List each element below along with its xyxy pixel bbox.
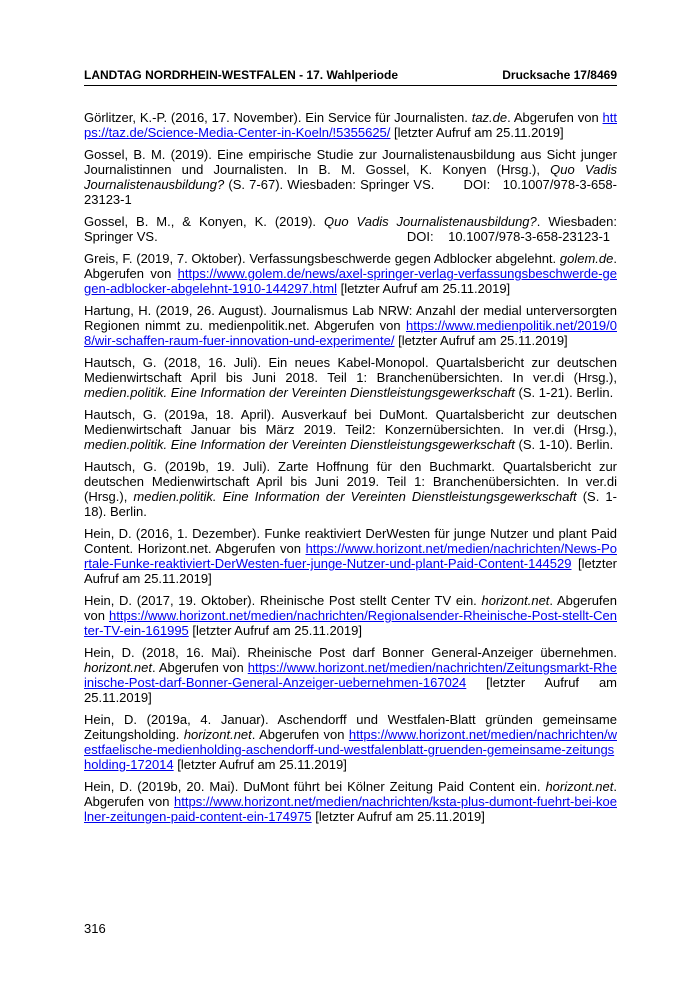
- ref-text: (S. 1-10). Berlin.: [514, 437, 614, 452]
- ref-text: (S. 7-67). Wiesbaden: Springer VS. DOI: 10.1007/978-3-658-23123-1: [84, 177, 617, 207]
- reference-entry: [84, 459, 617, 519]
- ref-access-date: [letzter Aufruf am 25.11.2019]: [84, 556, 617, 586]
- ref-text: . Abgerufen von: [151, 660, 248, 675]
- ref-text: . Abgerufen von: [84, 593, 617, 623]
- ref-access-date: [letzter Aufruf am 25.11.2019]: [394, 333, 568, 348]
- ref-link[interactable]: https://www.horizont.net/medien/nachrichten/ksta-plus-dumont-fuehrt-bei-koelner-zeitungen-paid-content-ein-174975: [84, 794, 617, 824]
- reference-entry: [84, 593, 617, 638]
- ref-link[interactable]: https://www.horizont.net/medien/nachrichten/westfaelische-medienholding-aschendorff-und-westfalenblatt-gruenden-gemeinsame-zeitungsholding-172014: [84, 727, 617, 772]
- ref-source: Quo Vadis Journalistenausbildung?: [84, 162, 617, 192]
- ref-text: . Abgerufen von: [84, 251, 617, 281]
- ref-link[interactable]: https://www.medienpolitik.net/2019/08/wir-schaffen-raum-fuer-innovation-und-experimente/: [84, 318, 617, 348]
- ref-text: Gossel, B. M. (2019). Eine empirische Studie zur Journalistenausbildung aus Sicht junger Journalistinnen und Journalisten. In B. M. Gossel, K. Konyen (Hrsg.),: [84, 147, 617, 177]
- ref-source: medien.politik. Eine Information der Vereinten Dienstleistungsgewerkschaft: [133, 489, 577, 504]
- ref-source: Quo Vadis Journalistenausbildung?: [324, 214, 537, 229]
- ref-text: . Abgerufen von: [507, 110, 603, 125]
- ref-text: Hein, D. (2017, 19. Oktober). Rheinische Post stellt Center TV ein.: [84, 593, 482, 608]
- ref-link[interactable]: https://www.horizont.net/medien/nachrichten/Zeitungsmarkt-Rheinische-Post-darf-Bonner-General-Anzeiger-uebernehmen-167024: [84, 660, 617, 690]
- ref-text: Hautsch, G. (2019a, 18. April). Ausverkauf bei DuMont. Quartalsbericht zur deutschen Medienwirtschaft Januar bis März 2019. Teil2: Konzernübersichten. In ver.di (Hrsg.),: [84, 407, 617, 437]
- ref-text: . Wiesbaden: Springer VS. DOI: 10.1007/978-3-658-23123-1: [84, 214, 621, 244]
- ref-link[interactable]: https://taz.de/Science-Media-Center-in-Koeln/!5355625/: [84, 110, 617, 140]
- ref-text: Görlitzer, K.-P. (2016, 17. November). Ein Service für Journalisten.: [84, 110, 472, 125]
- ref-source: horizont.net: [183, 727, 252, 742]
- reference-entry: [84, 779, 617, 824]
- reference-entry: [84, 214, 621, 244]
- ref-source: taz.de: [471, 110, 508, 125]
- ref-access-date: [letzter Aufruf am 25.11.2019]: [84, 675, 617, 705]
- reference-entry: [84, 526, 617, 586]
- ref-text: Gossel, B. M., & Konyen, K. (2019).: [84, 214, 325, 229]
- ref-text: (S. 1-21). Berlin.: [514, 385, 614, 400]
- ref-text: Hautsch, G. (2018, 16. Juli). Ein neues Kabel-Monopol. Quartalsbericht zur deutschen Medienwirtschaft April bis Juni 2018. Teil 1: Branchenübersichten. In ver.di (Hrsg.),: [84, 355, 617, 385]
- ref-source: horizont.net: [545, 779, 614, 794]
- ref-text: . Abgerufen von: [251, 727, 349, 742]
- ref-link[interactable]: https://www.golem.de/news/axel-springer-verlag-verfassungsbeschwerde-gegen-adblocker-abgelehnt-1910-144297.html: [84, 266, 617, 296]
- ref-access-date: [letzter Aufruf am 25.11.2019]: [188, 623, 362, 638]
- reference-entry: [84, 110, 617, 140]
- ref-text: Greis, F. (2019, 7. Oktober). Verfassungsbeschwerde gegen Adblocker abgelehnt.: [84, 251, 560, 266]
- ref-access-date: [letzter Aufruf am 25.11.2019]: [390, 125, 564, 140]
- reference-entry: [84, 147, 617, 207]
- reference-entry: [84, 407, 617, 452]
- ref-link[interactable]: https://www.horizont.net/medien/nachrichten/Regionalsender-Rheinische-Post-stellt-Center-TV-ein-161995: [84, 608, 617, 638]
- document-number: Drucksache 17/8469: [502, 68, 617, 82]
- ref-source: golem.de: [559, 251, 614, 266]
- ref-source: horizont.net: [84, 660, 152, 675]
- reference-entry: [84, 251, 617, 296]
- ref-text: Hautsch, G. (2019b, 19. Juli). Zarte Hoffnung für den Buchmarkt. Quartalsbericht zur deutschen Medienwirtschaft April bis Juni 2019. Teil 1: Branchenübersichten. In ver.di (Hrsg.),: [84, 459, 617, 504]
- page-number: 316: [84, 921, 106, 936]
- header-title: LANDTAG NORDRHEIN-WESTFALEN - 17. Wahlperiode: [84, 68, 399, 82]
- ref-text: (S. 1-18). Berlin.: [84, 489, 617, 519]
- reference-list: [84, 110, 621, 831]
- ref-text: Hein, D. (2019b, 20. Mai). DuMont führt bei Kölner Zeitung Paid Content ein.: [84, 779, 546, 794]
- reference-entry: [84, 303, 617, 348]
- ref-source: medien.politik. Eine Information der Vereinten Dienstleistungsgewerkschaft: [84, 385, 515, 400]
- ref-text: Hein, D. (2019a, 4. Januar). Aschendorff und Westfalen-Blatt gründen gemeinsame Zeitungsholding.: [84, 712, 617, 742]
- reference-entry: [84, 712, 617, 772]
- page-header: [84, 67, 617, 86]
- ref-text: . Abgerufen von: [84, 779, 617, 809]
- ref-text: Hein, D. (2018, 16. Mai). Rheinische Post darf Bonner General-Anzeiger übernehmen.: [84, 645, 617, 660]
- ref-access-date: [letzter Aufruf am 25.11.2019]: [336, 281, 511, 296]
- ref-access-date: [letzter Aufruf am 25.11.2019]: [311, 809, 485, 824]
- ref-source: medien.politik. Eine Information der Vereinten Dienstleistungsgewerkschaft: [84, 437, 515, 452]
- ref-access-date: [letzter Aufruf am 25.11.2019]: [173, 757, 347, 772]
- reference-entry: [84, 645, 617, 705]
- ref-source: horizont.net: [481, 593, 550, 608]
- reference-entry: [84, 355, 617, 400]
- ref-text: Hein, D. (2016, 1. Dezember). Funke reaktiviert DerWesten für junge Nutzer und plant Paid Content. Horizont.net. Abgerufen von: [84, 526, 617, 556]
- ref-link[interactable]: https://www.horizont.net/medien/nachrichten/News-Portale-Funke-reaktiviert-DerWesten-fuer-junge-Nutzer-und-plant-Paid-Content-144529: [84, 541, 617, 571]
- ref-text: Hartung, H. (2019, 26. August). Journalismus Lab NRW: Anzahl der medial unterversorgten Regionen nimmt zu. medienpolitik.net. Abgerufen von: [84, 303, 617, 333]
